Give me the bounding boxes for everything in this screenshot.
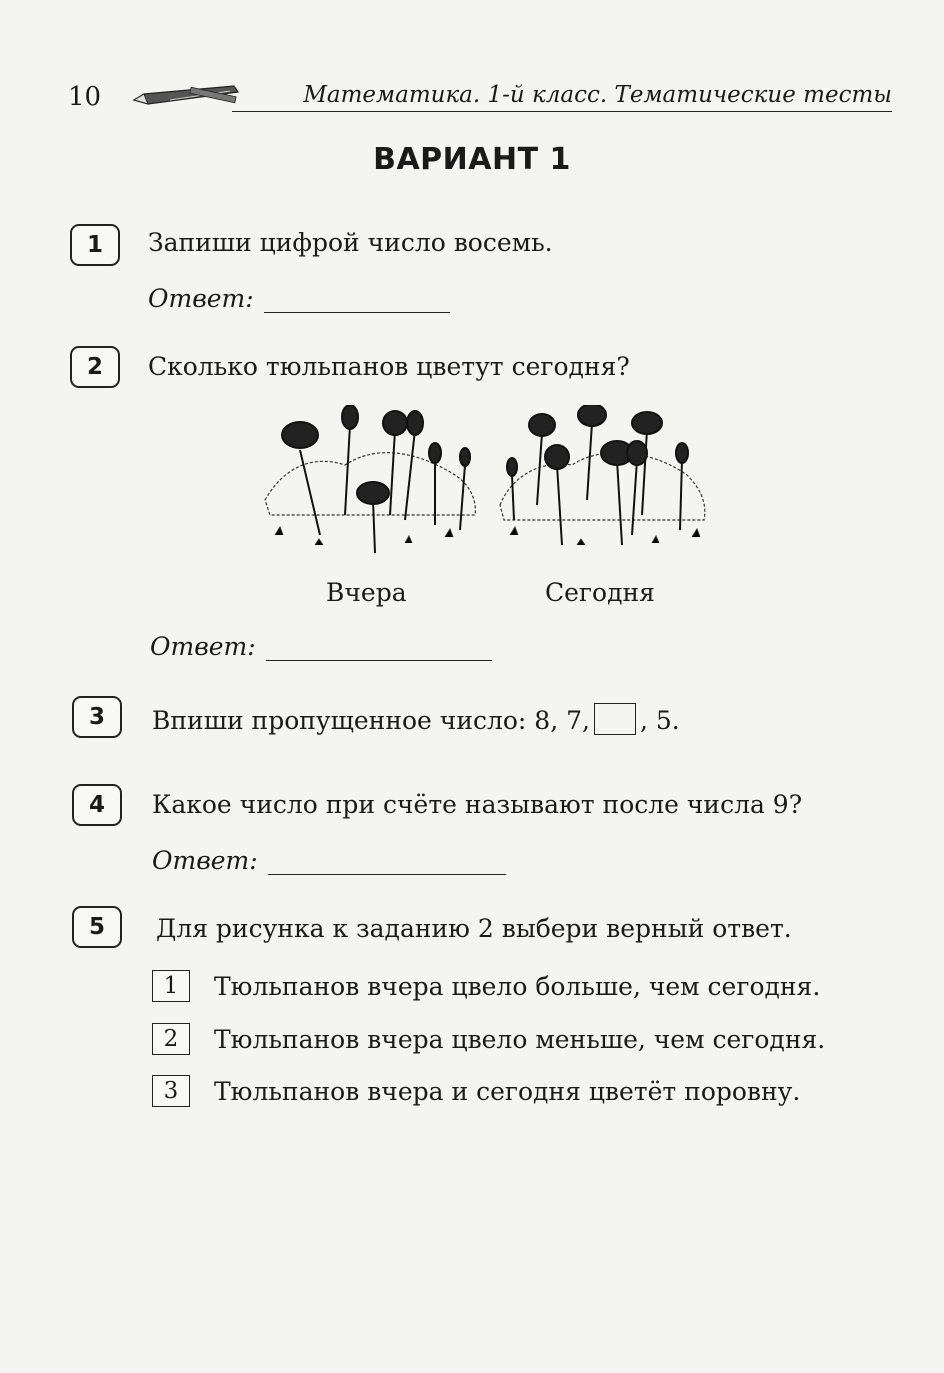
option-text-1: Тюльпанов вчера цвело больше, чем сегодня. xyxy=(214,971,821,1001)
answer-line-4 xyxy=(152,846,506,875)
option-text-2: Тюльпанов вчера цвело меньше, чем сегодня. xyxy=(214,1024,826,1054)
page-number: 10 xyxy=(68,82,102,112)
answer-label: Ответ: xyxy=(152,846,258,875)
variant-title: ВАРИАНТ 1 xyxy=(373,142,571,177)
option-3[interactable] xyxy=(152,1075,800,1107)
question-number-1: 1 xyxy=(70,224,120,266)
pencil-icon xyxy=(130,84,240,110)
question-text-4: Какое число при счёте называют после числа 9? xyxy=(152,790,803,819)
question-text-1: Запиши цифрой число восемь. xyxy=(148,228,553,257)
question-text-2: Сколько тюльпанов цветут сегодня? xyxy=(148,352,630,381)
question-number-3: 3 xyxy=(72,696,122,738)
answer-label: Ответ: xyxy=(150,632,256,661)
option-text-3: Тюльпанов вчера и сегодня цветёт поровну. xyxy=(214,1076,801,1106)
book-title: Математика. 1-й класс. Тематические тесты xyxy=(303,82,892,108)
answer-field-1[interactable] xyxy=(264,290,450,313)
option-number-box-1[interactable]: 1 xyxy=(152,970,190,1002)
option-number-box-3[interactable]: 3 xyxy=(152,1075,190,1107)
answer-line-2 xyxy=(150,632,492,661)
question-text-3 xyxy=(152,703,680,735)
option-2[interactable] xyxy=(152,1023,825,1055)
question-text-5: Для рисунка к заданию 2 выбери верный ответ. xyxy=(156,914,792,943)
question-number-5: 5 xyxy=(72,906,122,948)
question-number-2: 2 xyxy=(70,346,120,388)
question-number-4: 4 xyxy=(72,784,122,826)
answer-line-1 xyxy=(148,284,450,313)
answer-field-2[interactable] xyxy=(266,638,492,661)
option-1[interactable] xyxy=(152,970,820,1002)
question-text-3-before: Впиши пропущенное число: 8, 7, xyxy=(152,706,590,735)
tulips-today-illustration xyxy=(492,405,712,555)
tulips-yesterday-illustration xyxy=(255,405,485,555)
header-rule xyxy=(232,111,892,112)
question-text-3-after: , 5. xyxy=(639,706,680,735)
option-number-box-2[interactable]: 2 xyxy=(152,1023,190,1055)
caption-yesterday: Вчера xyxy=(326,578,407,607)
missing-number-box[interactable] xyxy=(594,703,636,735)
answer-field-4[interactable] xyxy=(268,852,506,875)
caption-today: Сегодня xyxy=(545,578,655,607)
answer-label: Ответ: xyxy=(148,284,254,313)
